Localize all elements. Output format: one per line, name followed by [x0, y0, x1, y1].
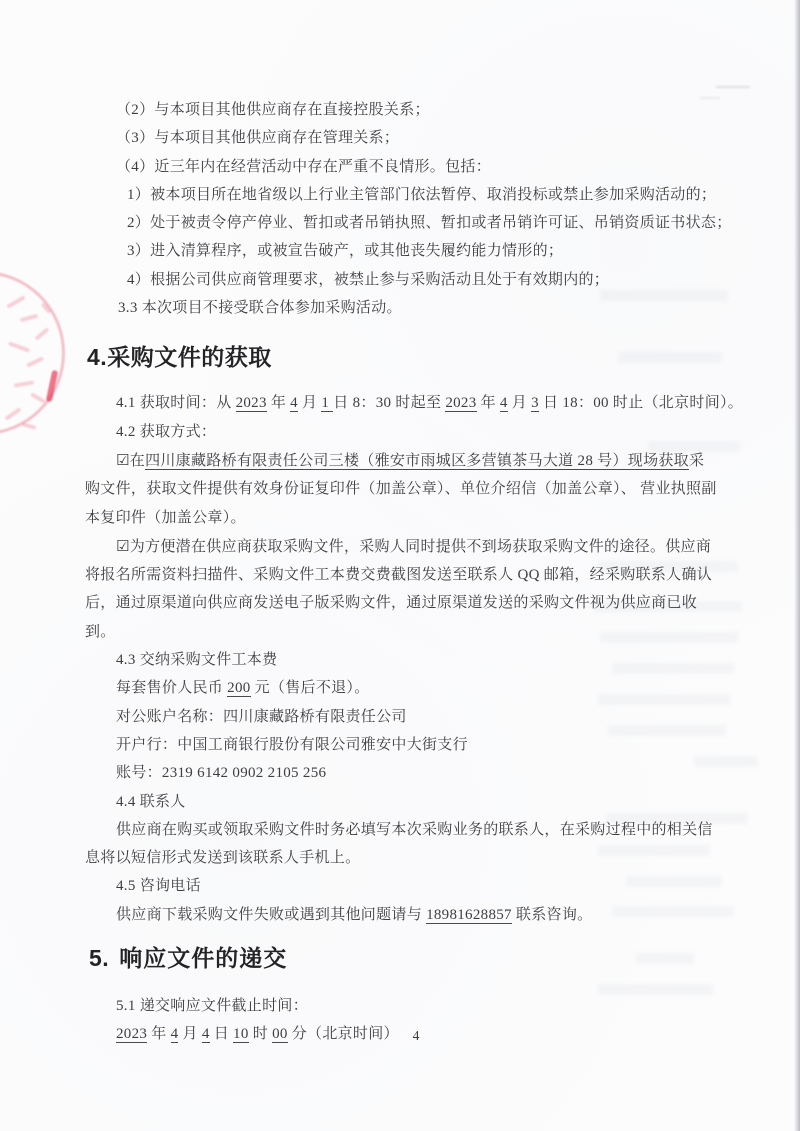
text-segment: 日 8：30 时起至 — [333, 395, 446, 412]
clause-subitem: 3）进入清算程序，或被宣告破产，或其他丧失履约能力情形的； — [127, 243, 564, 260]
account-name: 对公账户名称：四川康藏路桥有限责任公司 — [116, 708, 407, 725]
text-segment: 供应商下载采购文件失败或遇到其他问题请与 — [116, 906, 427, 923]
underlined-text: 18981628857 — [426, 906, 512, 923]
underlined-text: 00 — [272, 1026, 288, 1043]
clause-4-5-label: 4.5 咨询电话 — [116, 878, 201, 895]
section-4-heading — [87, 342, 718, 373]
text-segment: 月 — [178, 1026, 202, 1043]
clause-4-5-text — [85, 901, 718, 929]
red-seal-text-trace — [22, 422, 37, 429]
section-5-number: 5. — [89, 945, 110, 972]
clause-4-2-option-2 — [85, 532, 718, 646]
clause-5-1-label: 5.1 递交响应文件截止时间： — [116, 998, 309, 1015]
underlined-text: 200 — [227, 680, 251, 697]
text-segment: 每套售价人民币 — [116, 680, 228, 697]
underlined-text: 2023 — [445, 395, 477, 412]
page-number: 4 — [412, 1028, 420, 1043]
text-segment: 年 — [147, 1026, 171, 1043]
underlined-text: 4 — [201, 1026, 210, 1043]
text-segment: 月 — [507, 395, 532, 412]
clause-4-2-label: 4.2 获取方式： — [116, 423, 217, 440]
document-fee — [85, 674, 718, 702]
clause-item: （4）近三年内在经营活动中存在严重不良情形。包括： — [116, 158, 492, 175]
text-segment: 年 — [266, 395, 291, 412]
clause-4-1 — [85, 389, 744, 417]
text-segment: 日 18：00 时止（北京时间）。 — [538, 395, 744, 412]
clause-4-2-option-1 — [85, 446, 718, 532]
text-segment: 月 — [297, 395, 322, 412]
text-segment: 联系咨询。 — [511, 906, 593, 923]
document-body — [85, 96, 744, 1049]
checked-checkbox-icon: ☑ — [116, 450, 130, 469]
red-seal-circle — [0, 271, 65, 435]
underlined-text: 4 — [499, 395, 508, 412]
clause-subitem: 1）被本项目所在地省级以上行业主管部门依法暂停、取消投标或禁止参加采购活动的； — [127, 186, 717, 203]
underlined-text: 4 — [170, 1026, 179, 1043]
option-1-text — [85, 450, 717, 526]
section-4-title: 采购文件的获取 — [107, 345, 272, 371]
underlined-text: 四川康藏路桥有限责任公司三楼（雅安市雨城区多营镇茶马大道 28 号）现场获取 — [145, 452, 689, 469]
scan-smudge — [716, 86, 750, 88]
text-segment: 元（售后不退）。 — [250, 680, 370, 697]
text-segment: 采购文件，获取文件提供有效身份证复印件（加盖公章）、单位介绍信（加盖公章）、 营业执照副本复印件（加盖公章）。 — [85, 452, 717, 526]
underlined-text: 1 — [321, 395, 334, 412]
text-segment: 年 — [476, 395, 500, 412]
underlined-text: 10 — [233, 1026, 249, 1043]
clause-4-3-label: 4.3 交纳采购文件工本费 — [116, 652, 278, 669]
clause-4-4-text: 供应商在购买或领取采购文件时务必填写本次采购业务的联系人，在采购过程中的相关信息将以短信形式发送到该联系人手机上。 — [85, 821, 713, 867]
section-4-number: 4. — [87, 344, 108, 371]
text-segment: 日 — [209, 1026, 234, 1043]
underlined-text: 3 — [531, 395, 539, 412]
text-segment: 在 — [129, 452, 146, 469]
option-2-text: 为方便潜在供应商获取采购文件，采购人同时提供不到场获取采购文件的途径。供应商将报名所需资料扫描件、采购文件工本费交费截图发送至联系人 QQ 邮箱，经采购联系人确认后，通过原渠道向供应商发送电子版采购文件，通过原渠道发送的采购文件视为供应商已收到。 — [85, 538, 713, 640]
bank-name: 开户行：中国工商银行股份有限公司雅安中大街支行 — [116, 736, 468, 753]
clause-item: （3）与本项目其他供应商存在管理关系； — [116, 130, 400, 147]
clause-item: （2）与本项目其他供应商存在直接控股关系； — [116, 102, 430, 118]
clause-4-4-label: 4.4 联系人 — [116, 793, 186, 810]
text-segment: 4.1 获取时间：从 — [116, 395, 236, 412]
clause-subitem: 2）处于被责令停产停业、暂扣或者吊销执照、暂扣或者吊销许可证、吊销资质证书状态； — [127, 215, 732, 232]
underlined-text: 4 — [290, 395, 298, 412]
account-number: 账号：2319 6142 0902 2105 256 — [116, 765, 327, 782]
underlined-text: 2023 — [235, 395, 267, 412]
section-5-heading — [89, 943, 718, 974]
scan-edge-shadow — [794, 0, 800, 1131]
text-segment: 时 — [248, 1026, 273, 1043]
text-segment: 分（北京时间） — [287, 1026, 399, 1043]
section-5-title: 响应文件的递交 — [119, 945, 288, 972]
clause-subitem: 4）根据公司供应商管理要求，被禁止参与采购活动且处于有效期内的； — [127, 271, 610, 288]
checked-checkbox-icon: ☑ — [116, 536, 130, 555]
underlined-text: 2023 — [116, 1026, 148, 1043]
clause-3-3: 3.3 本次项目不接受联合体参加采购活动。 — [118, 300, 402, 317]
